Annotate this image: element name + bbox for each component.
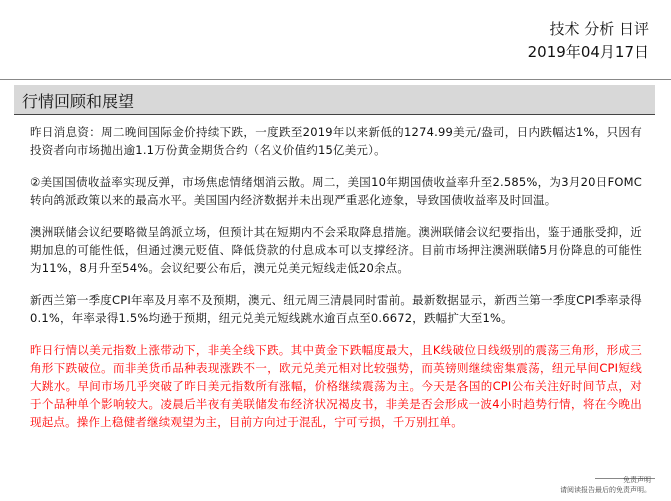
disclaimer-title: 免责声明: [623, 476, 651, 484]
paragraph-rba-minutes: 澳洲联储会议纪要略微呈鸽派立场，但预计其在短期内不会采取降息措施。澳洲联储会议纪要指出，鉴于通胀受抑，近期加息的可能性低，但通过澳元贬值、降低贷款的付息成本可以支撑经济。目前市场押注澳洲联储5月份降息的可能性为11%，8月升至54%。会议纪要公布后，澳元兑美元短线走低20余点。: [30, 225, 642, 275]
paragraph-market-review: 昨日行情以美元指数上涨带动下，非美全线下跌。其中黄金下跌幅度最大，且K线破位日线级别的震荡三角形，形成三角形下跌破位。而非美货币品种表现涨跌不一，欧元兑美元相对比较强势，而英镑则继续密集震荡，纽元早间CPI短线大跳水。早间市场几乎突破了昨日美元指数所有涨幅，价格继续震荡为主。今天是各国的CPI公布关注好时间节点，对于个品种单个影响较大。凌晨后半夜有美联储发布经济状况褐皮书，非美是否会形成一波4小时趋势行情，将在今晚出现起点。操作上稳健者继续观望为主，目前方向过于混乱，宁可亏损，千万别扛单。: [30, 343, 642, 429]
header-divider: [0, 79, 671, 80]
disclaimer-note: 请阅读报告最后的免责声明。: [560, 486, 651, 494]
paragraph-us-treasury: ②美国国债收益率实现反弹，市场焦虑情绪烟消云散。周二，美国10年期国债收益率升至2.585%，为3月20日FOMC转向鸽派政策以来的最高水平。美国国内经济数据并未出现严重恶化迹象，导致国债收益率及时回温。: [30, 175, 642, 207]
section-title: 行情回顾和展望: [22, 92, 135, 111]
report-date: 2019年04月17日: [527, 43, 649, 61]
report-type: 技术 分析 日评: [549, 20, 649, 38]
section-header: [14, 85, 655, 115]
paragraph-nz-cpi: 新西兰第一季度CPI年率及月率不及预期，澳元、纽元周三清晨同时雷前。最新数据显示，新西兰第一季度CPI季率录得0.1%，年率录得1.5%均逊于预期，纽元兑美元短线跳水逾百点至0.6672，跌幅扩大至1%。: [30, 293, 642, 325]
report-body: [30, 123, 642, 445]
disclaimer-footer: [560, 475, 651, 495]
report-header: [528, 18, 649, 64]
paragraph-gold-news: 昨日消息资：周二晚间国际金价持续下跌，一度跌至2019年以来新低的1274.99美元/盎司，日内跌幅达1%，只因有投资者向市场抛出逾1.1万份黄金期货合约（名义价值约15亿美元）。: [30, 125, 642, 157]
